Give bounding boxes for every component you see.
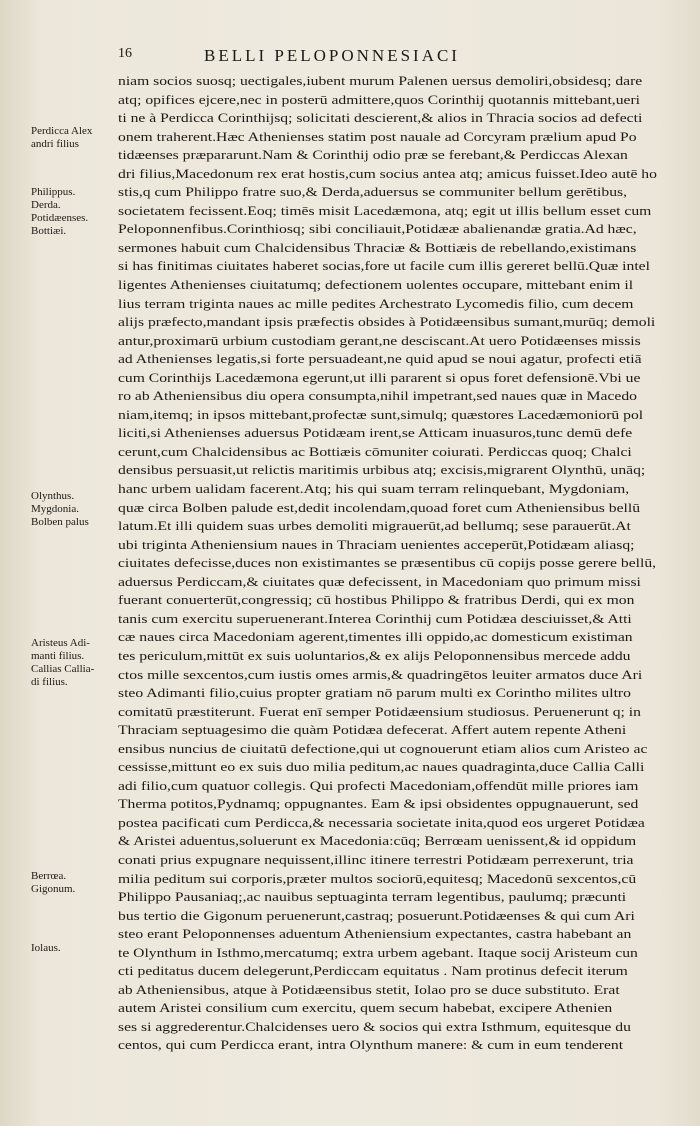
text-line: societatem fecissent.Eoq; timēs misit Lacedæmona, atq; egit ut illis bellum esset cum	[118, 203, 652, 218]
text-line: ubi triginta Atheniensium naues in Thraciam uenientes acceperūt,Potidæam aliasq;	[118, 537, 635, 552]
text-line: Philippo Pausaniaq;,ac nauibus septuaginta terram legentibus, paulumq; præcunti	[118, 890, 627, 905]
text-line: dri filius,Macedonum rex erat hostis,cum socius antea atq; amicus fuisset.Ideo autē ho	[118, 166, 657, 181]
text-line: steo Adimanti filio,cuius propter gratiam nō parum multi ex Corintho milites ultro	[118, 686, 631, 701]
text-line: quæ circa Bolben palude est,dedit incolendam,quoad foret cum Atheniensibus bellū	[118, 500, 641, 515]
text-line: lius terram triginta naues ac mille pedites Archestrato Lycomedis filio, cum decem	[118, 296, 634, 311]
text-line: ro ab Atheniensibus diu opera consumpta,nihil impetrant,sed naues quæ in Macedo	[118, 389, 638, 404]
marginal-note-line: Derda.	[31, 199, 61, 211]
marginal-note-perdicca	[31, 125, 115, 151]
text-line: ligentes Athenienses ciuitatumq; defectionem uolentes occupare, mittebant enim il	[118, 278, 634, 293]
text-line: latum.Et illi quidem suas urbes demoliti migrauerūt,ad bellumq; sese parauerūt.At	[118, 519, 631, 534]
text-line: ad Athenienses legatis,si forte persuadeant,ne quid apud se noui agatur, profecti etiā	[118, 352, 642, 367]
marginal-note-line: Mygdonia.	[31, 503, 79, 515]
text-line: ciuitates defecisse,duces non existimantes se præsentibus cū copijs posse gerere bellū,	[118, 556, 657, 571]
marginal-note-line: Perdicca Alex	[31, 125, 93, 137]
marginal-note-line: Iolaus.	[31, 942, 61, 954]
marginal-note-line: Olynthus.	[31, 490, 75, 502]
marginal-note-line: andri filius	[31, 138, 79, 150]
text-line: ses si aggrederentur.Chalcidenses uero & socios qui extra Isthmum, equitesque du	[118, 1019, 631, 1034]
main-text-block	[118, 72, 680, 1055]
text-line: postea pacificati cum Perdicca,& necessaria societate inita,quod eos urgeret Potidæa	[118, 815, 645, 830]
marginal-note-iolaus	[31, 942, 115, 955]
text-line: ctos mille sexcentos,cum iustis omes armis,& quadringētos leuiter armatos duce Ari	[118, 667, 643, 682]
text-line: tanis cum exercitu superuenerant.Interea Corinthij cum Potidæa desciuisset,& Atti	[118, 611, 632, 626]
text-line: densibus persuasit,ut relictis maritimis urbibus atq; excisis,migrarent Olynthū, unāq;	[118, 463, 646, 478]
running-title: BELLI PELOPONNESIACI	[204, 46, 460, 65]
text-line: cerunt,cum Chalcidensibus ac Bottiæis cōmuniter coiurati. Perdiccas quoq; Chalci	[118, 444, 632, 459]
page-number: 16	[118, 46, 132, 61]
text-line: cessisse,mittunt eo ex suis duo milia peditum,ac naues quadraginta,duce Callia Calli	[118, 760, 645, 775]
text-line: steo erant Peloponnenses aduentum Atheniensium expectantes, castra habebant an	[118, 927, 632, 942]
text-line: atq; opifices ejcere,nec in posterū admittere,quos Corinthij quotannis mittebant,ueri	[118, 92, 640, 107]
text-line: niam,itemq; in ipsos mittebant,profectæ sunt,simulq; quæstores Lacedæmoniorū pol	[118, 407, 644, 422]
text-line: cæ naues circa Macedoniam agerent,timentes illi oppido,ac domesticum existiman	[118, 630, 633, 645]
marginal-note-line: di filius.	[31, 676, 68, 688]
marginal-note-olynthus	[31, 490, 115, 529]
marginal-note-line: Bottiæi.	[31, 225, 67, 237]
text-line: ensibus nuncius de ciuitatū defectione,qui ut cognouerunt etiam alios cum Aristeo ac	[118, 741, 648, 756]
text-line: stis,q cum Philippo fratre suo,& Derda,aduersus se communiter bellum gerētibus,	[118, 185, 628, 200]
text-line: onem traherent.Hæc Athenienses statim post nauale ad Corcyram prælium apud Po	[118, 129, 637, 144]
text-line: bus tertio die Gigonum peruenerunt,castraq; posuerunt.Potidæenses & qui cum Ari	[118, 908, 635, 923]
marginal-note-philippus	[31, 186, 115, 238]
text-line: sermones habuit cum Chalcidensibus Thraciæ & Bottiæis de rebellando,existimans	[118, 240, 637, 255]
text-line: niam socios suosq; uectigales,iubent murum Palenen uersus demoliri,obsidesq; dare	[118, 74, 643, 88]
text-line: alijs præfecto,mandant ipsis præfectis obsides à Potidæensibus sumant,murūq; demoli	[118, 315, 656, 330]
text-line: & Aristei aduentus,soluerunt ex Macedonia:cūq; Berrœam uenissent,& id oppidum	[118, 834, 637, 849]
text-line: milia peditum sui corporis,præter multos sociorū,equitesq; Macedonū sexcentos,cū	[118, 871, 637, 886]
text-line: cum Corinthijs Lacedæmona egerunt,ut illi pararent si opus foret defensionē.Vbi ue	[118, 370, 641, 385]
marginal-note-line: Gigonum.	[31, 883, 76, 895]
text-line: centos, qui cum Perdicca erant, intra Olynthum manere: & cum in eum tenderent	[118, 1038, 624, 1053]
text-line: liciti,si Athenienses aduersus Potidæam irent,se Atticam inuasuros,tunc demū defe	[118, 426, 633, 441]
text-line: cti peditatus ducem delegerunt,Perdiccam equitatus . Nam protinus defecit iterum	[118, 964, 628, 979]
text-line: conati prius expugnare nequissent,illinc itinere terrestri Potidæam perrexerunt, tria	[118, 852, 634, 867]
text-line: te Olynthum in Isthmo,mercatumq; extra urbem agebant. Itaque socij Aristeum cun	[118, 945, 638, 960]
text-line: tidæenses præpararunt.Nam & Corinthij odio præ se ferebant,& Perdiccas Alexan	[118, 148, 628, 163]
text-line: hanc urbem ualidam facerent.Atq; his qui suam terram relinquebant, Mygdoniam,	[118, 482, 630, 497]
text-line: adi filio,cum quatuor collegis. Qui profecti Macedoniam,offendūt mille priores iam	[118, 778, 639, 793]
text-line: si has finitimas ciuitates haberet socias,fore ut facile cum illis gereret bellū.Quæ intel	[118, 259, 650, 274]
text-line: tes periculum,mittūt ex suis uoluntarios,& ex alijs Peloponnensibus mercede addu	[118, 648, 631, 663]
marginal-note-line: Berrœa.	[31, 870, 67, 882]
text-line: autem Aristei consilium cum exercitu, quem secum habebat, excipere Athenien	[118, 1001, 613, 1016]
marginal-note-line: Aristeus Adi-	[31, 637, 90, 649]
marginal-note-line: Philippus.	[31, 186, 76, 198]
text-line: Therma potitos,Pydnamq; oppugnantes. Eam & ipsi obsidentes oppugnauerunt, sed	[118, 797, 639, 812]
text-line: comitatū præstiterunt. Fuerat enī semper Potidæensium studiosus. Peruenerunt q; in	[118, 704, 641, 719]
text-line: aduersus Perdiccam,& ciuitates quæ defecissent, in Macedoniam quo primum missi	[118, 574, 641, 589]
marginal-note-line: Bolben palus	[31, 516, 89, 528]
text-line: ab Atheniensibus, atque à Potidæensibus stetit, Iolao pro se duce substituto. Erat	[118, 982, 620, 997]
text-line: fuerant conuerterūt,congressiq; cū hostibus Philippo & fratribus Derdi, qui ex mon	[118, 593, 635, 608]
text-line: ti ne à Perdicca Corinthijsq; solicitati descierent,& alios in Thracia socios ad defecti	[118, 111, 643, 126]
marginal-note-aristeus	[31, 637, 115, 689]
running-header	[118, 46, 678, 70]
text-line: antur,proximarū urbium custodiam gerant,ne desciscant.At uero Potidæenses missis	[118, 333, 641, 348]
text-line: Peloponnenfibus.Corinthiosq; sibi conciliauit,Potidææ abalienandæ gratia.Ad hæc,	[118, 222, 637, 237]
marginal-note-line: manti filius.	[31, 650, 85, 662]
text-line: Thraciam septuagesimo die quàm Potidæa defecerat. Affert autem repente Atheni	[118, 723, 627, 738]
marginal-note-berroea	[31, 870, 115, 896]
marginal-note-line: Potidæenses.	[31, 212, 89, 224]
marginal-note-line: Callias Callia-	[31, 663, 95, 675]
